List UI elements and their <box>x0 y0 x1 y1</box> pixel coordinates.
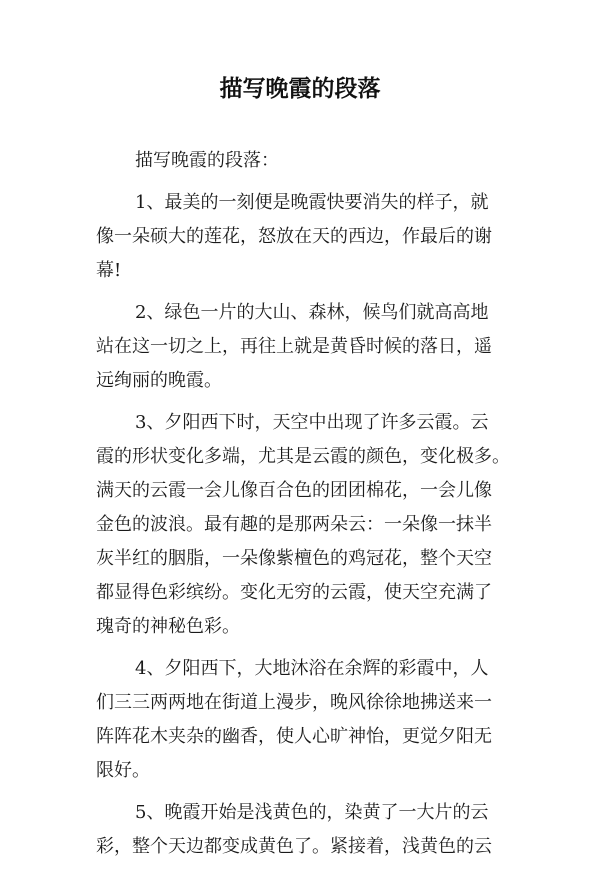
document-title: 描写晚霞的段落 <box>219 76 381 102</box>
paragraph-line: 都显得色彩缤纷。变化无穷的云霞，使天空充满了 <box>96 582 492 603</box>
intro-paragraph <box>96 144 514 178</box>
paragraph-2 <box>96 296 514 398</box>
paragraph-line: 3、夕阳西下时，天空中出现了许多云霞。云 <box>135 412 489 433</box>
paragraph-line: 瑰奇的神秘色彩。 <box>96 616 240 637</box>
paragraph-line: 阵阵花木夹杂的幽香，使人心旷神怡，更觉夕阳无 <box>96 726 492 747</box>
paragraph-line: 远绚丽的晚霞。 <box>96 370 222 391</box>
paragraph-line: 2、绿色一片的大山、森林，候鸟们就高高地 <box>135 302 489 323</box>
paragraph-line: 站在这一切之上，再往上就是黄昏时候的落日，遥 <box>96 336 492 357</box>
paragraph-line: 5、晚霞开始是浅黄色的，染黄了一大片的云 <box>135 802 489 823</box>
paragraph-line: 灰半红的胭脂，一朵像紫檀色的鸡冠花，整个天空 <box>96 548 492 569</box>
paragraph-line: 霞的形状变化多端，尤其是云霞的颜色，变化极多。 <box>96 446 510 467</box>
paragraph-4 <box>96 652 514 788</box>
paragraph-line: 幕! <box>96 260 122 281</box>
paragraph-line: 彩，整个天边都变成黄色了。紧接着，浅黄色的云 <box>96 836 492 857</box>
intro-line: 描写晚霞的段落： <box>135 150 279 171</box>
paragraph-line: 金色的波浪。最有趣的是那两朵云：一朵像一抹半 <box>96 514 492 535</box>
paragraph-line: 像一朵硕大的莲花，怒放在天的西边，作最后的谢 <box>96 226 492 247</box>
paragraph-line: 限好。 <box>96 760 150 781</box>
paragraph-line: 满天的云霞一会儿像百合色的团团棉花，一会儿像 <box>96 480 492 501</box>
document-body <box>96 144 514 872</box>
paragraph-line: 们三三两两地在街道上漫步，晚风徐徐地拂送来一 <box>96 692 492 713</box>
paragraph-line: 1、最美的一刻便是晚霞快要消失的样子，就 <box>135 192 489 213</box>
paragraph-3 <box>96 406 514 644</box>
paragraph-1 <box>96 186 514 288</box>
paragraph-line: 4、夕阳西下，大地沐浴在余辉的彩霞中，人 <box>135 658 489 679</box>
paragraph-5 <box>96 796 514 864</box>
